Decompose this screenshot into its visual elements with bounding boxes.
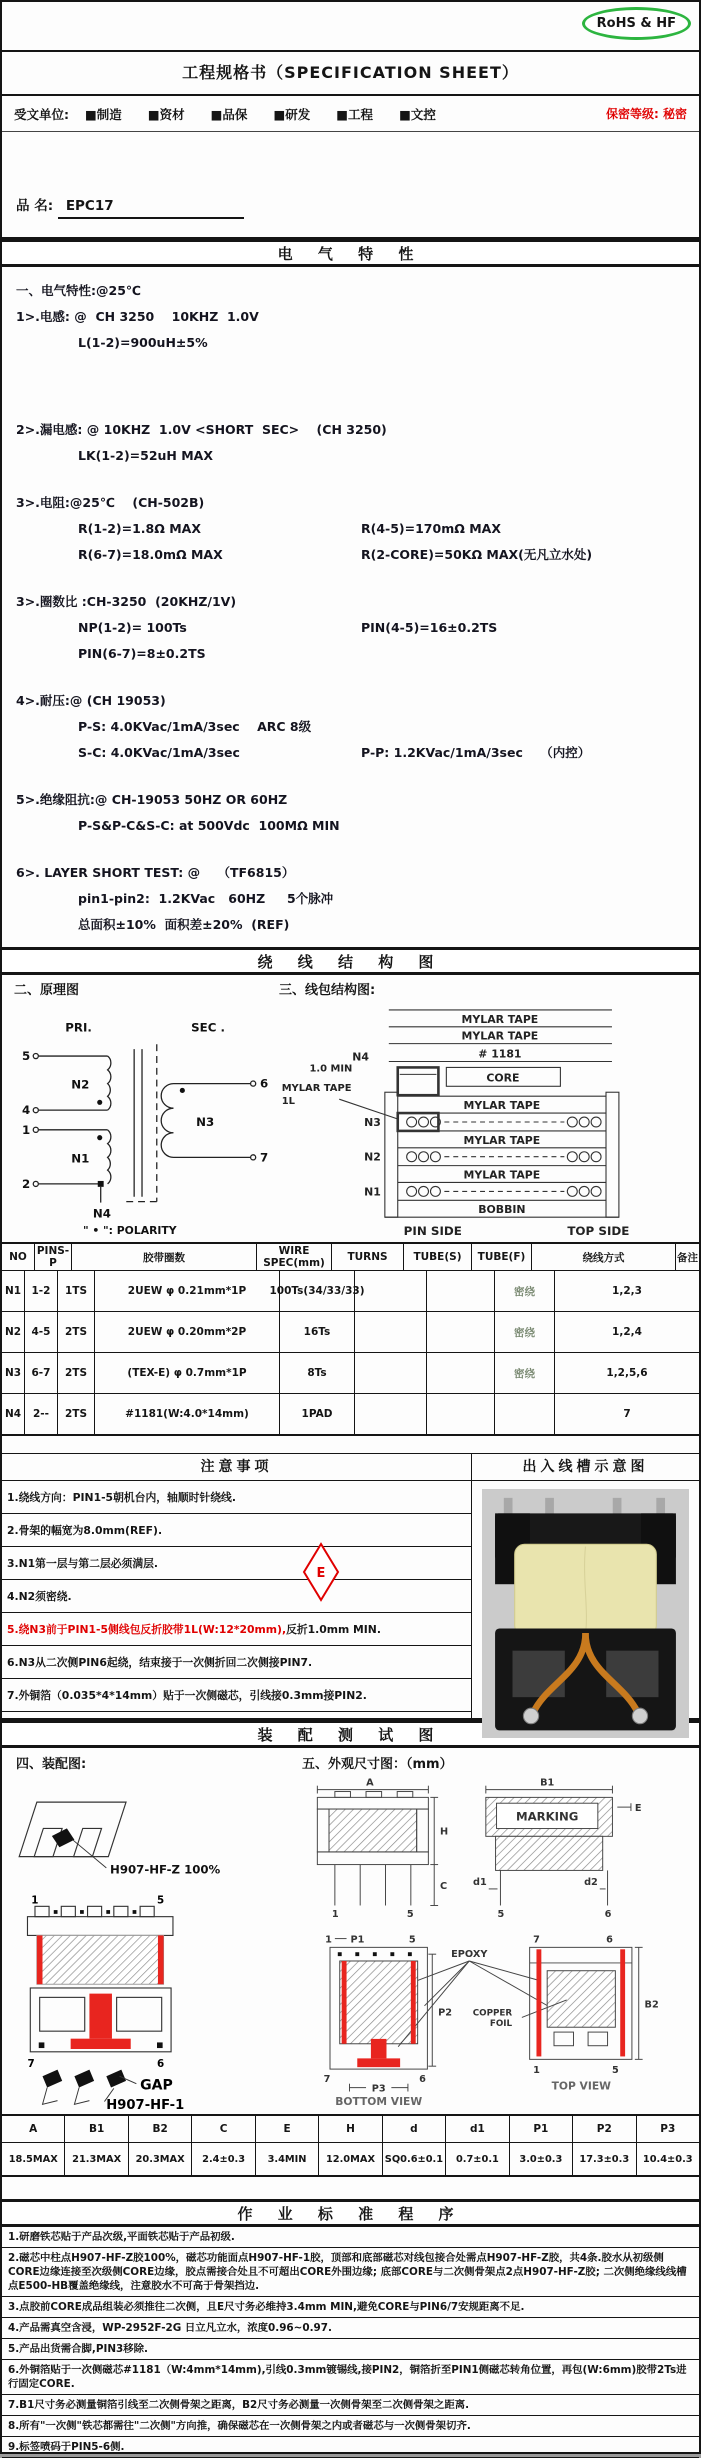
notice-item-text: 3.N1第一层与第二层必须满层.: [7, 1556, 159, 1570]
section-bar-sop: 作 业 标 准 程 序: [2, 2199, 699, 2227]
assembly-heading: 四、装配图:: [16, 1757, 87, 1772]
dim-p1: P1: [350, 1934, 365, 1946]
cell-no: N3: [2, 1353, 25, 1393]
spec-line-left: S-C: 4.0KVac/1mA/3sec: [78, 745, 240, 760]
gap-label: GAP: [140, 2077, 173, 2094]
pin-1-label: 1: [22, 1122, 31, 1137]
spec-line-right: R(4-5)=170mΩ MAX: [361, 521, 501, 536]
spec-line: [16, 690, 699, 711]
winding-n3-label: N3: [196, 1114, 215, 1129]
winding-column-header: 绕线方式: [532, 1244, 676, 1270]
polarity-dot-n1: [97, 1135, 102, 1140]
asm-pin-7: 7: [27, 2057, 35, 2070]
cell-note: 1,2,3: [612, 1285, 642, 1297]
dimension-value: SQ0.6±0.1: [383, 2143, 446, 2175]
pin-2-label: 2: [22, 1176, 31, 1191]
cell-no: N4: [2, 1394, 25, 1434]
cell-tube-s: [355, 1353, 427, 1393]
cell-tape-turns: 2TS: [58, 1312, 95, 1352]
stack-min-label: 1.0 MIN: [309, 1063, 353, 1075]
spec-line: [16, 643, 699, 664]
notice-item: [2, 1646, 471, 1679]
dim-e: E: [634, 1803, 642, 1815]
spec-line: [16, 518, 699, 539]
dimension-value: 10.4±0.3: [642, 2153, 693, 2165]
schematic-heading: 二、原理图: [14, 983, 80, 998]
asm-pin-5: 5: [157, 1894, 165, 1907]
winding-column-header: TURNS: [332, 1244, 404, 1270]
bottom-pin-1: 1: [325, 1934, 332, 1946]
dimension-heading: 五、外观尺寸图：（mm）: [302, 1757, 453, 1772]
recipient-checkbox-item: ■资材: [147, 106, 185, 122]
assembly-section: [2, 1748, 699, 2114]
header-top-strip: [2, 2, 699, 52]
dimension-header: B1: [65, 2116, 128, 2142]
spec-line-left: NP(1-2)= 100Ts: [78, 620, 187, 635]
dimension-header: P1: [510, 2116, 573, 2142]
revision-diamond: [302, 1542, 340, 1602]
cell-wire-spec: 2UEW φ 0.21mm*1P: [95, 1271, 280, 1311]
transformer-photo: [482, 1489, 689, 1738]
dimension-header: P3: [660, 2123, 676, 2135]
cell-tape-turns: 2TS: [58, 1394, 95, 1434]
dimensions-header-row: [2, 2116, 699, 2143]
stack-n4-label: N4: [352, 1050, 369, 1064]
dim-c: C: [440, 1880, 448, 1892]
winding-column-header: NO: [2, 1244, 35, 1270]
cell-tube-f: [427, 1271, 495, 1311]
spec-line-left: R(6-7)=18.0mΩ MAX: [78, 547, 223, 562]
spec-line-left: L(1-2)=900uH±5%: [78, 335, 208, 350]
section-bar-assembly: 装 配 测 试 图: [2, 1720, 699, 1748]
cell-pins: 2--: [25, 1394, 58, 1434]
winding-column-header: TUBE(S): [404, 1244, 472, 1270]
winding-column-header: PINS-P: [35, 1244, 72, 1270]
dim-b2: B2: [644, 1999, 659, 2011]
spec-line-left: R(1-2)=1.8Ω MAX: [78, 521, 201, 536]
sop-item: 7.B1尺寸务必测量铜箔引线至二次侧骨架之距离，B2尺寸务必测量一次侧骨架至二次侧骨架之距离.: [2, 2395, 699, 2416]
spec-line-left: pin1-pin2: 1.2KVac 60HZ 5个脉冲: [78, 891, 334, 906]
bottom-view-label: BOTTOM VIEW: [335, 2095, 423, 2109]
cell-wire-spec: (TEX-E) φ 0.7mm*1P: [95, 1353, 280, 1393]
stack-core: CORE: [486, 1071, 520, 1085]
cell-tube-s: [355, 1312, 427, 1352]
stack-mylar-2: MYLAR TAPE: [461, 1029, 539, 1043]
dim-h: H: [440, 1826, 449, 1838]
sop-item: 9.标签喷码于PIN5-6侧.: [2, 2437, 699, 2458]
cell-wire-spec: 2UEW φ 0.20mm*2P: [95, 1312, 280, 1352]
photo-frame: [472, 1481, 699, 1746]
stack-mylar-1: MYLAR TAPE: [461, 1012, 539, 1026]
cell-pins: 6-7: [25, 1353, 58, 1393]
spec-line-left: 4>.耐压:@ (CH 19053): [16, 693, 166, 708]
dimension-header: B2: [129, 2116, 192, 2142]
notice-item-red: 5.绕N3前于PIN1-5侧线包反折胶带1L(W:12*20mm),: [7, 1622, 287, 1636]
cell-no: N1: [2, 1271, 25, 1311]
epoxy-label: EPOXY: [451, 1949, 488, 1961]
glue-dot: [52, 1828, 75, 1847]
stack-pin-side: PIN SIDE: [403, 1224, 462, 1239]
sop-item: 4.产品需真空含浸，WP-2952F-2G 日立凡立水，浓度0.96~0.97.: [2, 2318, 699, 2339]
dimension-figure: [302, 1774, 694, 2110]
cell-method: [495, 1394, 555, 1434]
spec-line-left: P-S: 4.0KVac/1mA/3sec ARC 8级: [78, 719, 312, 734]
winding-table: [2, 1242, 699, 1436]
dimensions-value-row: [2, 2143, 699, 2175]
spec-line-right: P-P: 1.2KVac/1mA/3sec （内控）: [361, 745, 591, 760]
winding-table-row: [2, 1394, 699, 1434]
tape-fold-box: [398, 1067, 439, 1095]
polarity-legend: " • ": POLARITY: [83, 1224, 177, 1238]
winding-column-header: TUBE(F): [472, 1244, 532, 1270]
section-bar-electrical: 电 气 特 性: [2, 239, 699, 267]
spec-line: [16, 617, 699, 638]
notice-item-text: 反折1.0mm MIN.: [286, 1622, 381, 1636]
cell-method: 密绕: [495, 1271, 555, 1311]
polarity-dot-n2: [97, 1100, 102, 1105]
stack-top-side: TOP SIDE: [567, 1224, 630, 1239]
cell-tube-s: [355, 1394, 427, 1434]
bottom-pin-6: 6: [419, 2073, 426, 2085]
spec-line: [16, 544, 699, 565]
winding-n1-label: N1: [71, 1151, 90, 1166]
spec-line: [16, 914, 699, 935]
cell-tape-turns: 1TS: [58, 1271, 95, 1311]
spec-line: [16, 332, 699, 353]
recipient-checkbox-item: ■制造: [85, 106, 122, 122]
recipient-checkbox-item: ■研发: [273, 106, 311, 122]
product-label: 品 名:: [16, 198, 54, 214]
top-pin-6: 6: [606, 1934, 613, 1946]
spec-line-left: 3>.电阻:@25℃ (CH-502B): [16, 495, 205, 510]
stack-mylar-3: MYLAR TAPE: [463, 1099, 541, 1113]
winding-column-header: WIRE SPEC(mm): [257, 1244, 332, 1270]
table-gap-row: [2, 1436, 699, 1454]
spec-line: [16, 280, 699, 301]
dimension-value: 21.3MAX: [65, 2143, 128, 2175]
asm-pin-1: 1: [31, 1894, 39, 1907]
coil-stack-heading: 三、线包结构图:: [279, 983, 376, 998]
stack-n3-label: N3: [364, 1115, 381, 1129]
dimension-value: 0.7±0.1: [446, 2143, 509, 2175]
cell-tube-f: [427, 1353, 495, 1393]
glue-z-label: H907-HF-Z 100%: [110, 1862, 221, 1877]
bottom-pin-7: 7: [323, 2073, 331, 2085]
notice-list: [2, 1481, 471, 1712]
notice-item-text: 2.骨架的幅宽为8.0mm(REF).: [7, 1523, 163, 1537]
dimension-header: E: [256, 2116, 319, 2142]
revision-diamond-letter: E: [316, 1566, 326, 1581]
notice-section: [2, 1454, 699, 1720]
cell-note: 1,2,5,6: [606, 1367, 648, 1379]
notice-item: [2, 1679, 471, 1712]
dimension-figure-panel: [302, 1748, 699, 2114]
pin-4-label: 4: [22, 1103, 31, 1118]
dimension-value: 2.4±0.3: [192, 2143, 255, 2175]
dim-d1: d1: [473, 1877, 487, 1889]
coil-stack-panel: [273, 975, 699, 1242]
front-pin-1: 1: [331, 1909, 339, 1921]
cell-note: 1,2,4: [612, 1326, 642, 1338]
assembly-figure: [16, 1774, 298, 2110]
cell-turns: 100Ts(34/33/33): [280, 1271, 355, 1311]
dim-p2: P2: [438, 2007, 452, 2019]
coil-stack-diagram: [279, 1000, 695, 1240]
dimension-header: d: [383, 2116, 446, 2142]
spec-line: [16, 716, 699, 737]
side-pin-5: 5: [497, 1909, 505, 1921]
stack-mylar-5: MYLAR TAPE: [463, 1168, 541, 1182]
dimension-header: d1: [446, 2116, 509, 2142]
spec-line-left: LK(1-2)=52uH MAX: [78, 448, 213, 463]
glue-1-label: H907-HF-1: [106, 2098, 185, 2110]
stack-bobbin: BOBBIN: [478, 1203, 526, 1217]
bottom-pin-5: 5: [408, 1934, 416, 1946]
spec-line: [16, 419, 699, 440]
spec-line-left: 2>.漏电感: @ 10KHZ 1.0V <SHORT SEC> (CH 3250): [16, 422, 387, 437]
assembly-figure-panel: [2, 1748, 302, 2114]
top-pin-1: 1: [533, 2064, 540, 2076]
notice-item: [2, 1514, 471, 1547]
dimension-header: A: [2, 2116, 65, 2142]
recipients-label: 受文单位:: [14, 106, 69, 122]
cell-method: 密绕: [495, 1312, 555, 1352]
cell-no: N2: [2, 1312, 25, 1352]
pin-6-label: 6: [260, 1076, 269, 1091]
top-view-label: TOP VIEW: [551, 2079, 611, 2093]
winding-table-row: [2, 1271, 699, 1312]
cell-wire-spec: #1181(W:4.0*14mm): [95, 1394, 280, 1434]
spec-line-right: PIN(4-5)=16±0.2TS: [361, 620, 498, 635]
dimension-header: C: [192, 2116, 255, 2142]
sop-item: 8.所有"一次侧"铁芯都需往"二次侧"方向推，确保磁芯在一次侧骨架之内或者磁芯与一次侧骨架切齐.: [2, 2416, 699, 2437]
spec-line-left: 5>.绝缘阻抗:@ CH-19053 50HZ OR 60HZ: [16, 792, 288, 807]
cell-pins: 1-2: [25, 1271, 58, 1311]
recipient-checkbox-item: ■工程: [336, 106, 374, 122]
cell-tube-s: [355, 1271, 427, 1311]
pin-5-label: 5: [22, 1048, 31, 1063]
spec-line-left: PIN(6-7)=8±0.2TS: [78, 646, 206, 661]
spec-line-right: R(2-CORE)=50KΩ MAX(无凡立水处): [361, 547, 593, 562]
notice-item-text: 4.N2须密绕.: [7, 1589, 72, 1603]
spec-line-left: 1>.电感: @ CH 3250 10KHZ 1.0V: [16, 309, 259, 324]
dimension-value: 20.3MAX: [129, 2143, 192, 2175]
dimension-value: 3.0±0.3: [510, 2143, 573, 2175]
stack-fold-label-2: 1L: [281, 1096, 295, 1108]
dimension-header: H: [319, 2116, 382, 2142]
cell-pins: 4-5: [25, 1312, 58, 1352]
stack-n1-label: N1: [364, 1185, 381, 1199]
electrical-section: [2, 267, 699, 947]
cell-tape-turns: 2TS: [58, 1353, 95, 1393]
product-name: EPC17: [58, 198, 244, 219]
dimension-value: 3.4MIN: [256, 2143, 319, 2175]
winding-table-header: [2, 1244, 699, 1271]
spec-line: [16, 445, 699, 466]
spec-line: [16, 306, 699, 327]
spec-line: [16, 888, 699, 909]
notice-item: [2, 1613, 471, 1646]
sop-item: 1.研磨铁芯贴于产品次级,平面铁芯贴于产品初级.: [2, 2227, 699, 2248]
dim-a: A: [366, 1777, 374, 1789]
notice-item: [2, 1481, 471, 1514]
n4-junction-dot: [98, 1181, 104, 1187]
spec-line-left: 总面积±10% 面积差±20% (REF): [78, 917, 290, 932]
cell-tube-f: [427, 1394, 495, 1434]
spec-line: [16, 862, 699, 883]
cell-tube-f: [427, 1312, 495, 1352]
notice-item-text: 7.外铜箔（0.035*4*14mm）贴于一次侧磁芯，引线接0.3mm接PIN2.: [7, 1688, 367, 1702]
cell-method: 密绕: [495, 1353, 555, 1393]
spec-line-left: 一、电气特性:@25℃: [16, 283, 142, 298]
dimension-value: 18.5MAX: [2, 2143, 65, 2175]
winding-figures: [2, 975, 699, 1242]
spec-line: [16, 591, 699, 612]
front-pin-5: 5: [406, 1909, 414, 1921]
secrecy-level: 保密等级: 秘密: [606, 107, 687, 121]
page-title: 工程规格书（SPECIFICATION SHEET）: [2, 52, 699, 96]
rohs-badge: RoHS & HF: [582, 7, 691, 40]
cell-turns: 8Ts: [280, 1353, 355, 1393]
product-row: [2, 132, 699, 239]
side-pin-6: 6: [604, 1909, 612, 1921]
polarity-dot-n3: [180, 1088, 185, 1093]
section-bar-winding: 绕 线 结 构 图: [2, 947, 699, 975]
recipient-checkbox-item: ■品保: [210, 106, 248, 122]
notice-panel: [2, 1454, 472, 1718]
spec-line: [16, 815, 699, 836]
dim-p3: P3: [371, 2083, 386, 2095]
recipients-row: [2, 96, 699, 132]
copper-foil-label-1: COPPER: [472, 2008, 513, 2019]
recipient-checkbox-item: ■文控: [399, 106, 436, 122]
photo-header: 出入线槽示意图: [472, 1454, 699, 1481]
sop-item: 5.产品出货需合脚,PIN3移除.: [2, 2339, 699, 2360]
winding-n2-label: N2: [71, 1077, 90, 1092]
transformer-schematic: [14, 1000, 272, 1238]
spec-line: [16, 789, 699, 810]
notice-item-text: 6.N3从二次侧PIN6起绕，结束接于一次侧折回二次侧接PIN7.: [7, 1655, 313, 1669]
cell-turns: 1PAD: [280, 1394, 355, 1434]
winding-column-header: 胶带圈数: [72, 1244, 257, 1270]
notice-item-text: 1.绕线方向：PIN1-5朝机台内，轴顺时针绕线.: [7, 1490, 236, 1504]
winding-table-row: [2, 1353, 699, 1394]
dim-d2: d2: [584, 1877, 598, 1889]
notice-item: [2, 1580, 471, 1613]
winding-table-body: [2, 1271, 699, 1434]
pri-label: PRI.: [65, 1020, 92, 1035]
sop-item: 6.外铜箔贴于一次侧磁芯#1181（W:4mm*14mm),引线0.3mm镀锡线,接PIN2，铜箔折至PIN1侧磁芯转角位置，再包(W:6mm)胶带2Ts进行固定CORE.: [2, 2360, 699, 2395]
copper-foil-label-2: FOIL: [489, 2019, 513, 2030]
photo-panel: [472, 1454, 699, 1718]
pin-7-label: 7: [260, 1150, 269, 1165]
stack-1181: # 1181: [478, 1047, 522, 1061]
dimension-value: 12.0MAX: [319, 2143, 382, 2175]
dimension-value: 17.3±0.3: [573, 2143, 636, 2175]
winding-column-header: 备注: [677, 1251, 698, 1264]
notice-header: 注意事项: [2, 1454, 471, 1481]
top-pin-7: 7: [533, 1934, 540, 1946]
spec-line-left: P-S&P-C&S-C: at 500Vdc 100MΩ MIN: [78, 818, 340, 833]
sop-item: 3.点胶前CORE成品组装必须推往二次侧，且E尺寸务必维持3.4mm MIN,避免CORE与PIN6/7安规距离不足.: [2, 2297, 699, 2318]
asm-pin-6: 6: [157, 2057, 165, 2070]
schematic-panel: [2, 975, 273, 1242]
spec-line-left: 3>.圈数比 :CH-3250 (20KHZ/1V): [16, 594, 237, 609]
spec-line-left: 6>. LAYER SHORT TEST: @ （TF6815）: [16, 865, 295, 880]
cell-note: 7: [623, 1408, 631, 1420]
notice-item: [2, 1547, 471, 1580]
stack-n2-label: N2: [364, 1150, 381, 1164]
marking-label: MARKING: [515, 1809, 579, 1824]
dimension-header: P2: [573, 2116, 636, 2142]
dimensions-table: [2, 2114, 699, 2177]
cell-turns: 16Ts: [280, 1312, 355, 1352]
sop-section: [2, 2227, 699, 2458]
dim-b1: B1: [540, 1777, 555, 1789]
winding-table-row: [2, 1312, 699, 1353]
top-pin-5: 5: [611, 2064, 619, 2076]
spacer: [2, 2177, 699, 2199]
spec-line: [16, 492, 699, 513]
sec-label: SEC .: [191, 1020, 226, 1035]
sop-item: 2.磁芯中柱点H907-HF-Z胶100%，磁芯功能面点H907-HF-1胶，顶部和底部磁芯对线包接合处需点H907-HF-Z胶，共4条.胶水从初级侧CORE边缘连接至次级侧CORE边缘，胶点需接合处且不可超出CORE外围边缘; 底部CORE与二次侧骨架点2点H907-HF-Z胶; 二次侧绝缘线线槽点E500-HB覆盖绝缘线，注意胶水不可高于骨架挡边.: [2, 2248, 699, 2297]
stack-mylar-4: MYLAR TAPE: [463, 1133, 541, 1147]
recipients-list: [85, 105, 436, 123]
spec-line: [16, 742, 699, 763]
stack-fold-label-1: MYLAR TAPE: [281, 1083, 352, 1095]
winding-n4-label: N4: [92, 1206, 111, 1221]
